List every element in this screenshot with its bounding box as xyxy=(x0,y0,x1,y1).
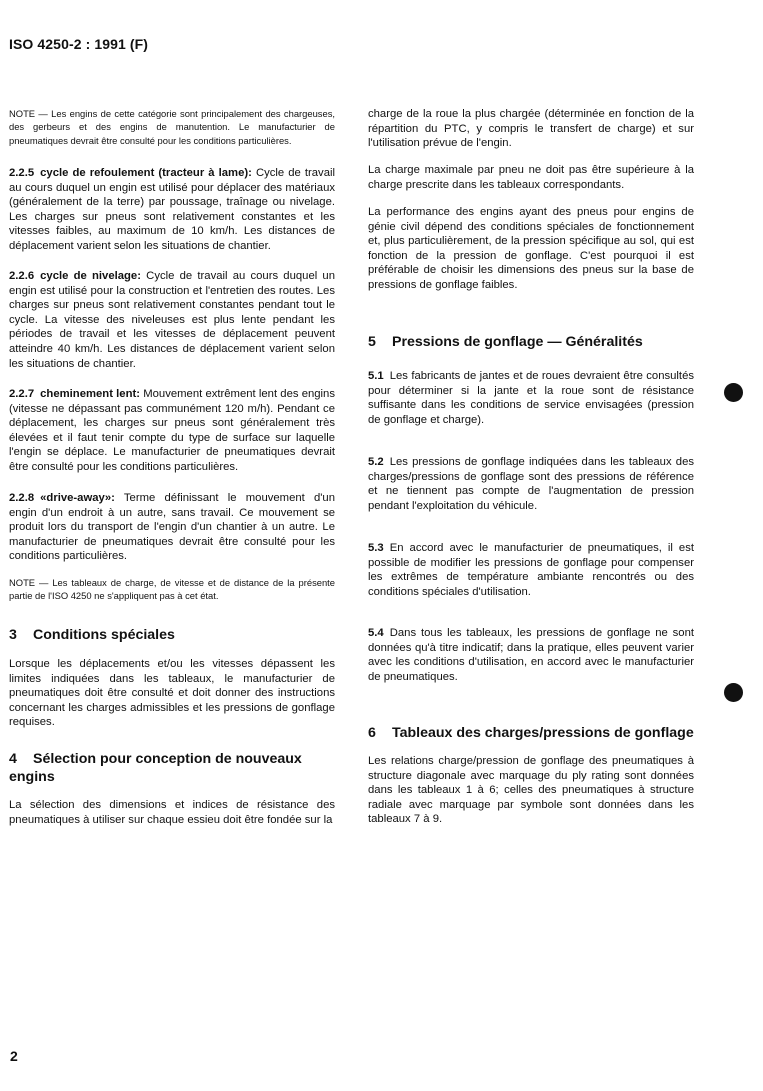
section-title: Sélection pour conception de nouveaux engins xyxy=(9,751,302,785)
section-text: Lorsque les déplacements et/ou les vitesses dépassent les limites indiquées dans les tableaux, le manufacturier de pneumatiques doit être consulté et doit donner des instructions concernant les charges admissibles et les pressions de gonflage requises. xyxy=(9,658,335,729)
clause-text: Les fabricants de jantes et de roues devraient être consultés pour déterminer si la jante et la roue sont de résistance suffisante dans les conditions de service envisagées (pression de gonflage et charge). xyxy=(368,370,694,426)
document-header: ISO 4250-2 : 1991 (F) xyxy=(9,36,149,52)
section-title: Tableaux des charges/pressions de gonflage xyxy=(392,725,694,741)
paragraph-text: La charge maximale par pneu ne doit pas être supérieure à la charge prescrite dans les tableaux correspondants. xyxy=(368,164,694,191)
section-6 xyxy=(368,724,694,827)
paragraph-text: charge de la roue la plus chargée (déterminée en fonction de la répartition du PTC, y compris le transfert de charge) et sur l'utilisation prévue de l'engin. xyxy=(368,108,694,150)
clause-term: cycle de nivelage: xyxy=(40,270,141,282)
clause-2-2-6 xyxy=(9,269,335,371)
clause-number: 5.4 xyxy=(368,627,384,639)
clause-number: 2.2.6 xyxy=(9,270,35,282)
section-heading xyxy=(9,626,335,644)
section-text: La sélection des dimensions et indices de résistance des pneumatiques à utiliser sur chaque essieu doit être fondée sur la xyxy=(9,799,335,826)
section-number: 4 xyxy=(9,751,17,767)
clause-5-4 xyxy=(368,626,694,684)
section-heading xyxy=(368,724,694,742)
section-4 xyxy=(9,750,335,827)
clause-text: Dans tous les tableaux, les pressions de gonflage ne sont données qu'à titre indicatif; dans la pratique, elles peuvent varier avec les conditions d'utilisation, en accord avec le manufacturier de pneumatiques. xyxy=(368,627,694,683)
section-text: Les relations charge/pression de gonflage des pneumatiques à structure diagonale avec marquage du ply rating sont données dans les tableaux 1 à 6; celles des pneumatiques à structure radiale avec marquage par symbole sont données dans les tableaux 7 à 9. xyxy=(368,755,694,826)
clause-number: 5.1 xyxy=(368,370,384,382)
section-title: Pressions de gonflage — Généralités xyxy=(392,334,643,350)
clause-text: Cycle de travail au cours duquel un engin est utilisé pour la construction et l'entretien des routes. Les charges sur pneus sont relativement constantes pendant tout le cycle. La vitesse des niveleuses est plus lente pendant les périodes de travail et les vitesses de déplacement peuvent atteindre 40 km/h. Les distances de déplacement varient selon les situations de chantier. xyxy=(9,270,335,370)
section-title: Conditions spéciales xyxy=(33,627,175,643)
clause-2-2-7 xyxy=(9,387,335,475)
note-category xyxy=(9,107,335,147)
clause-2-2-5 xyxy=(9,166,335,254)
section-number: 3 xyxy=(9,627,17,643)
paragraph-performance xyxy=(368,205,694,293)
clause-text: En accord avec le manufacturier de pneumatiques, il est possible de modifier les pressions de gonflage pour compenser les extrêmes de température ambiante rencontrés ou des conditions spéciales d'utilisation. xyxy=(368,542,694,598)
clause-term: «drive-away»: xyxy=(40,492,115,504)
clause-text: Mouvement extrêment lent des engins (vitesse ne dépassant pas communément 120 m/h). Pendant ce déplacement, les charges sur pneus sont généralement très élevées et il faut tenir compte du type de surface sur laquelle l'engin se déplace. Le manufacturier de pneumatiques devrait être consulté pour les conditions particulières. xyxy=(9,388,335,473)
clause-number: 5.2 xyxy=(368,456,384,468)
section-heading xyxy=(368,333,694,351)
margin-bullet-icon xyxy=(724,383,743,402)
clause-number: 2.2.7 xyxy=(9,388,35,400)
paragraph-text: La performance des engins ayant des pneus pour engins de génie civil dépend des conditions spéciales de fonctionnement et, plus particulièrement, de la pression spécifique au sol, qui est fonction de la pression de gonflage. C'est pourquoi il est préférable de choisir les dimensions des pneus sur la base de pressions de gonflage faibles. xyxy=(368,206,694,291)
note-tables xyxy=(9,576,335,603)
clause-5-1 xyxy=(368,369,694,427)
clause-text: Terme définissant le mouvement d'un engin d'un endroit à un autre, sans travail. Ce mouvement se produit lors du transport de l'engin d'un chantier à un autre. Le manufacturier de pneumatiques devrait être consulté pour les conditions particulières. xyxy=(9,492,335,563)
clause-number: 2.2.8 xyxy=(9,492,35,504)
paragraph-continued xyxy=(368,107,694,151)
clause-number: 5.3 xyxy=(368,542,384,554)
section-3 xyxy=(9,626,335,730)
clause-number: 2.2.5 xyxy=(9,167,35,179)
clause-text: Cycle de travail au cours duquel un engin est utilisé pour déplacer des matériaux (généralement de la terre) par poussage, traînage ou nivelage. Les charges sur pneus sont relativement constantes et les vitesses faibles, au maximum de 10 km/h. Les distances de déplacement varient selon les situations de chantier. xyxy=(9,167,336,252)
note-text: NOTE — Les tableaux de charge, de vitesse et de distance de la présente partie de l'ISO 4250 ne s'appliquent pas à cet état. xyxy=(9,577,335,602)
note-text: NOTE — Les engins de cette catégorie sont principalement des chargeuses, des gerbeurs et des engins de manutention. Le manufacturier de pneumatiques devrait être consulté pour les conditions particulières. xyxy=(9,108,335,146)
margin-bullet-icon xyxy=(724,683,743,702)
page-number: 2 xyxy=(10,1048,18,1064)
clause-2-2-8 xyxy=(9,491,335,564)
section-heading xyxy=(9,750,335,786)
clause-text: Les pressions de gonflage indiquées dans les tableaux des charges/pressions de gonflage sont des pressions de référence et ne tiennent pas compte de l'augmentation de pression pendant l'exploitation du véhicule. xyxy=(368,456,694,512)
clause-term: cheminement lent: xyxy=(40,388,141,400)
paragraph-max-load xyxy=(368,163,694,192)
section-5 xyxy=(368,333,694,351)
clause-5-3 xyxy=(368,541,694,599)
clause-5-2 xyxy=(368,455,694,513)
section-number: 5 xyxy=(368,334,376,350)
section-number: 6 xyxy=(368,725,376,741)
clause-term: cycle de refoulement (tracteur à lame): xyxy=(40,167,252,179)
